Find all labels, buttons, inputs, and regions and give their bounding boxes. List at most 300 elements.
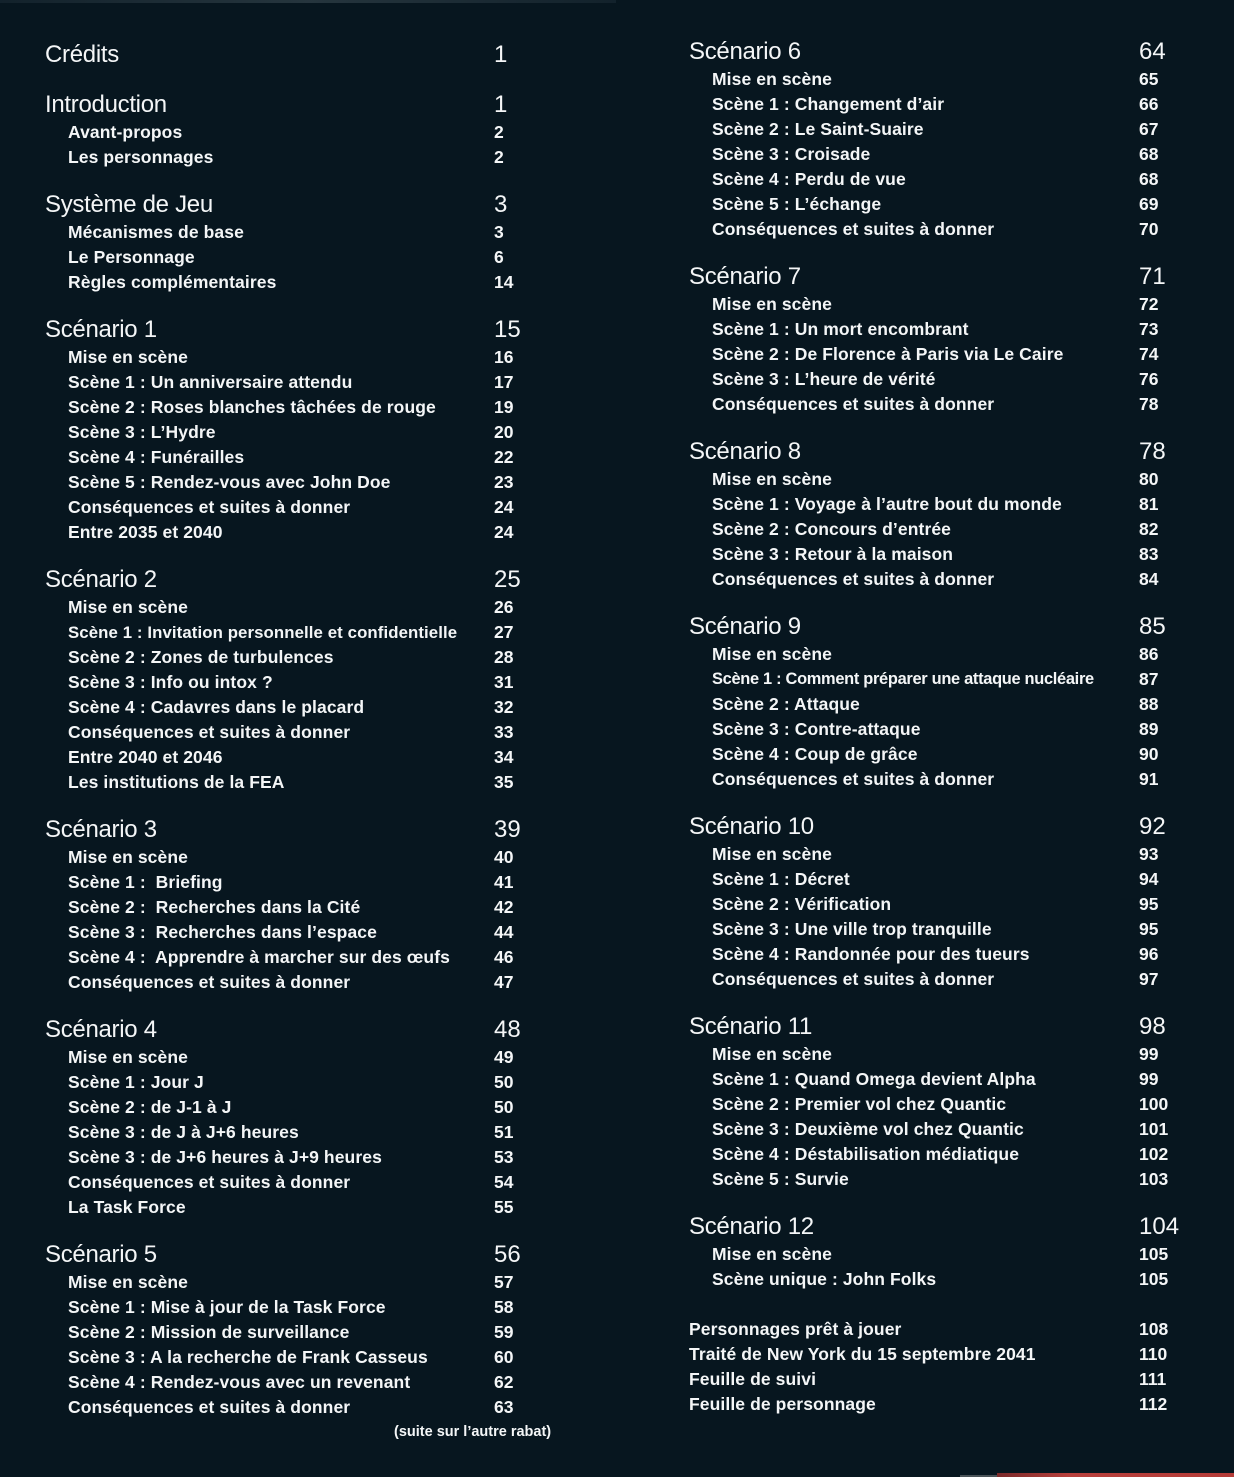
entry-label: Scène 2 : Vérification <box>712 894 892 914</box>
entry-page: 70 <box>1139 219 1159 239</box>
toc-entry[interactable] <box>689 92 1189 117</box>
toc-entry[interactable] <box>45 420 545 445</box>
entry-label: Scène 3 : de J+6 heures à J+9 heures <box>68 1147 382 1167</box>
toc-entry[interactable] <box>45 1395 545 1420</box>
toc-entry[interactable] <box>689 942 1189 967</box>
toc-entry[interactable] <box>689 1267 1189 1292</box>
toc-entry[interactable] <box>45 870 545 895</box>
toc-entry[interactable] <box>45 520 545 545</box>
entry-label: Feuille de personnage <box>689 1394 876 1414</box>
toc-entry[interactable] <box>689 392 1189 417</box>
entry-page: 2 <box>494 122 504 142</box>
entry-label: Entre 2035 et 2040 <box>68 522 223 542</box>
entry-page: 65 <box>1139 69 1159 89</box>
entry-label: Scène 4 : Perdu de vue <box>712 169 906 189</box>
toc-entry[interactable] <box>689 1242 1189 1267</box>
entry-page: 59 <box>494 1322 514 1342</box>
toc-entry[interactable] <box>45 595 545 620</box>
toc-entry[interactable] <box>689 767 1189 792</box>
entry-label: Scène 4 : Coup de grâce <box>712 744 918 764</box>
entry-label: Mise en scène <box>68 847 188 867</box>
toc-section <box>689 612 1189 792</box>
entry-page: 55 <box>494 1197 514 1217</box>
section-heading[interactable] <box>45 90 545 120</box>
section-heading[interactable] <box>45 190 545 220</box>
toc-entry[interactable] <box>689 117 1189 142</box>
toc-entry[interactable] <box>45 345 545 370</box>
entry-page: 58 <box>494 1297 514 1317</box>
entry-page: 57 <box>494 1272 514 1292</box>
top-edge-shading <box>0 0 616 3</box>
toc-entry[interactable] <box>689 717 1189 742</box>
toc-entry[interactable] <box>689 1317 1189 1342</box>
toc-entry[interactable] <box>689 1342 1189 1367</box>
toc-entry[interactable] <box>45 1170 545 1195</box>
toc-entry[interactable] <box>45 720 545 745</box>
entry-page: 76 <box>1139 369 1159 389</box>
entry-label: Conséquences et suites à donner <box>68 972 351 992</box>
toc-entry[interactable] <box>689 192 1189 217</box>
section-page: 25 <box>494 566 521 593</box>
toc-entry[interactable] <box>689 1167 1189 1192</box>
entry-page: 90 <box>1139 744 1159 764</box>
entry-page: 101 <box>1139 1119 1169 1139</box>
entry-label: Mise en scène <box>712 644 832 664</box>
section-page: 3 <box>494 191 508 218</box>
toc-section <box>45 40 545 70</box>
entry-page: 51 <box>494 1122 514 1142</box>
entry-label: Règles complémentaires <box>68 272 277 292</box>
entry-page: 14 <box>494 272 514 292</box>
entry-page: 82 <box>1139 519 1159 539</box>
toc-entry[interactable] <box>45 1070 545 1095</box>
entry-page: 34 <box>494 747 514 767</box>
section-title: Scénario 8 <box>689 438 801 465</box>
entry-page: 28 <box>494 647 514 667</box>
entry-label: Scène 3 : Info ou intox ? <box>68 672 273 692</box>
entry-page: 100 <box>1139 1094 1169 1114</box>
toc-entry[interactable] <box>689 1042 1189 1067</box>
entry-page: 74 <box>1139 344 1159 364</box>
toc-entry[interactable] <box>689 467 1189 492</box>
entry-label: Scène 4 : Randonnée pour des tueurs <box>712 944 1030 964</box>
entry-label: Mise en scène <box>712 1244 832 1264</box>
entry-label: Scène 3 : Retour à la maison <box>712 544 954 564</box>
entry-page: 2 <box>494 147 504 167</box>
section-heading[interactable] <box>689 812 1189 842</box>
accent-bar <box>997 1473 1234 1477</box>
section-title: Scénario 2 <box>45 566 157 593</box>
toc-entry[interactable] <box>689 742 1189 767</box>
toc-entry[interactable] <box>45 1295 545 1320</box>
entry-label: Scène 2 : Mission de surveillance <box>68 1322 350 1342</box>
entry-label: Scène 1 : Comment préparer une attaque nucléaire <box>712 670 1094 688</box>
section-page: 104 <box>1139 1213 1180 1240</box>
entry-label: Mise en scène <box>68 347 188 367</box>
toc-section <box>689 437 1189 592</box>
toc-entry[interactable] <box>689 917 1189 942</box>
toc-entry[interactable] <box>45 470 545 495</box>
toc-entry[interactable] <box>689 217 1189 242</box>
entry-page: 83 <box>1139 544 1159 564</box>
toc-entry[interactable] <box>45 245 545 270</box>
entry-page: 62 <box>494 1372 514 1392</box>
entry-label: Les institutions de la FEA <box>68 772 285 792</box>
toc-section <box>45 1015 545 1220</box>
entry-label: Scène 1 : Voyage à l’autre bout du monde <box>712 494 1062 514</box>
toc-entry[interactable] <box>45 670 545 695</box>
entry-label: Mise en scène <box>712 294 832 314</box>
toc-section <box>45 565 545 795</box>
entry-page: 31 <box>494 672 514 692</box>
toc-entry[interactable] <box>689 167 1189 192</box>
toc-entry[interactable] <box>689 542 1189 567</box>
entry-page: 23 <box>494 472 514 492</box>
entry-page: 41 <box>494 872 514 892</box>
section-title: Scénario 6 <box>689 38 801 65</box>
toc-entry[interactable] <box>45 745 545 770</box>
entry-label: Mise en scène <box>712 1044 832 1064</box>
entry-label: La Task Force <box>68 1197 186 1217</box>
entry-label: Conséquences et suites à donner <box>68 722 351 742</box>
toc-entry[interactable] <box>45 620 545 645</box>
entry-label: Mise en scène <box>712 69 832 89</box>
entry-label: Scène 3 : Contre-attaque <box>712 719 921 739</box>
entry-page: 53 <box>494 1147 514 1167</box>
toc-entry[interactable] <box>689 67 1189 92</box>
entry-label: Conséquences et suites à donner <box>712 394 995 414</box>
entry-page: 78 <box>1139 394 1159 414</box>
entry-label: Conséquences et suites à donner <box>712 769 995 789</box>
entry-label: Mise en scène <box>712 844 832 864</box>
toc-entry[interactable] <box>45 395 545 420</box>
entry-label: Mise en scène <box>68 1272 188 1292</box>
entry-label: Scène 5 : L’échange <box>712 194 882 214</box>
toc-section <box>45 315 545 545</box>
toc-entry[interactable] <box>45 1345 545 1370</box>
section-page: 48 <box>494 1016 521 1043</box>
section-heading[interactable] <box>45 815 545 845</box>
toc-entry[interactable] <box>45 445 545 470</box>
section-page: 71 <box>1139 263 1166 290</box>
section-heading[interactable] <box>45 1015 545 1045</box>
entry-page: 40 <box>494 847 514 867</box>
toc-entry[interactable] <box>689 1142 1189 1167</box>
entry-page: 6 <box>494 247 504 267</box>
section-title: Scénario 5 <box>45 1241 157 1268</box>
toc-entry[interactable] <box>689 1392 1189 1417</box>
section-page: 92 <box>1139 813 1166 840</box>
entry-page: 32 <box>494 697 514 717</box>
entry-page: 27 <box>494 622 514 642</box>
entry-label: Scène 4 : Rendez-vous avec un revenant <box>68 1372 411 1392</box>
entry-label: Scène 5 : Rendez-vous avec John Doe <box>68 472 391 492</box>
entry-page: 99 <box>1139 1044 1159 1064</box>
toc-entry[interactable] <box>45 1145 545 1170</box>
entry-label: Mise en scène <box>68 1047 188 1067</box>
entry-label: Scène 3 : L’heure de vérité <box>712 369 936 389</box>
toc-entry[interactable] <box>689 292 1189 317</box>
entry-label: Traité de New York du 15 septembre 2041 <box>689 1344 1036 1364</box>
toc-entry[interactable] <box>45 970 545 995</box>
entry-label: Scène 1 : Invitation personnelle et confidentielle <box>68 623 458 642</box>
entry-label: Scène 1 : Décret <box>712 869 850 889</box>
entry-page: 22 <box>494 447 514 467</box>
entry-label: Mécanismes de base <box>68 222 244 242</box>
entry-page: 44 <box>494 922 514 942</box>
section-page: 56 <box>494 1241 521 1268</box>
entry-page: 42 <box>494 897 514 917</box>
entry-page: 86 <box>1139 644 1159 664</box>
entry-page: 72 <box>1139 294 1159 314</box>
toc-entry[interactable] <box>45 945 545 970</box>
section-page: 1 <box>494 91 508 118</box>
toc-entry[interactable] <box>45 495 545 520</box>
toc-entry[interactable] <box>689 692 1189 717</box>
toc-entry[interactable] <box>689 1367 1189 1392</box>
entry-page: 24 <box>494 497 514 517</box>
toc-entry[interactable] <box>689 967 1189 992</box>
entry-page: 60 <box>494 1347 514 1367</box>
toc-entry[interactable] <box>689 892 1189 917</box>
section-title: Introduction <box>45 91 167 118</box>
entry-label: Scène 1 : Jour J <box>68 1072 204 1092</box>
toc-entry[interactable] <box>45 370 545 395</box>
entry-page: 67 <box>1139 119 1159 139</box>
entry-label: Scène 4 : Déstabilisation médiatique <box>712 1144 1020 1164</box>
entry-label: Scène 2 : Roses blanches tâchées de rouge <box>68 397 436 417</box>
section-heading[interactable] <box>689 37 1189 67</box>
toc-entry[interactable] <box>689 567 1189 592</box>
entry-page: 69 <box>1139 194 1159 214</box>
toc-entry[interactable] <box>689 517 1189 542</box>
section-heading[interactable] <box>689 1212 1189 1242</box>
toc-entry[interactable] <box>45 1270 545 1295</box>
entry-page: 17 <box>494 372 514 392</box>
entry-label: Scène unique : John Folks <box>712 1269 937 1289</box>
section-heading[interactable] <box>689 1012 1189 1042</box>
entry-page: 50 <box>494 1072 514 1092</box>
entry-page: 103 <box>1139 1169 1169 1189</box>
toc-entry[interactable] <box>689 142 1189 167</box>
entry-page: 73 <box>1139 319 1159 339</box>
entry-page: 88 <box>1139 694 1159 714</box>
entry-page: 110 <box>1139 1344 1168 1364</box>
section-heading[interactable] <box>689 612 1189 642</box>
toc-entry[interactable] <box>689 492 1189 517</box>
entry-label: Scène 1 : Briefing <box>68 872 223 892</box>
toc-entry[interactable] <box>689 342 1189 367</box>
entry-page: 112 <box>1139 1394 1168 1414</box>
entry-label: Scène 2 : Attaque <box>712 694 860 714</box>
entry-label: Scène 1 : Quand Omega devient Alpha <box>712 1069 1036 1089</box>
entry-label: Scène 3 : A la recherche de Frank Casseus <box>68 1347 428 1367</box>
section-title: Scénario 4 <box>45 1016 157 1043</box>
entry-page: 24 <box>494 522 514 542</box>
entry-label: Entre 2040 et 2046 <box>68 747 223 767</box>
entry-label: Scène 2 : Zones de turbulences <box>68 647 334 667</box>
toc-section <box>689 37 1189 242</box>
toc-entry[interactable] <box>45 845 545 870</box>
section-heading[interactable] <box>689 262 1189 292</box>
entry-label: Scène 1 : Un mort encombrant <box>712 319 969 339</box>
section-title: Scénario 1 <box>45 316 157 343</box>
entry-page: 19 <box>494 397 514 417</box>
entry-page: 99 <box>1139 1069 1159 1089</box>
entry-label: Conséquences et suites à donner <box>712 219 995 239</box>
entry-label: Scène 2 : Concours d’entrée <box>712 519 952 539</box>
toc-entry[interactable] <box>45 1120 545 1145</box>
toc-entry[interactable] <box>45 1195 545 1220</box>
entry-page: 84 <box>1139 569 1159 589</box>
toc-section <box>689 812 1189 992</box>
toc-section <box>689 262 1189 417</box>
toc-entry[interactable] <box>689 317 1189 342</box>
toc-section <box>45 1240 545 1420</box>
toc-entry[interactable] <box>689 367 1189 392</box>
entry-page: 95 <box>1139 919 1159 939</box>
entry-label: Conséquences et suites à donner <box>712 569 995 589</box>
toc-entry[interactable] <box>689 842 1189 867</box>
entry-label: Le Personnage <box>68 247 195 267</box>
section-heading[interactable] <box>45 315 545 345</box>
toc-entry[interactable] <box>689 1092 1189 1117</box>
toc-entry[interactable] <box>45 920 545 945</box>
entry-page: 50 <box>494 1097 514 1117</box>
entry-page: 81 <box>1139 494 1159 514</box>
toc-section <box>689 1212 1189 1292</box>
toc-entry[interactable] <box>45 270 545 295</box>
entry-label: Scène 4 : Funérailles <box>68 447 245 467</box>
entry-page: 35 <box>494 772 514 792</box>
entry-label: Scène 3 : Recherches dans l’espace <box>68 922 377 942</box>
entry-label: Feuille de suivi <box>689 1369 817 1389</box>
entry-page: 33 <box>494 722 514 742</box>
entry-page: 66 <box>1139 94 1159 114</box>
section-heading[interactable] <box>45 40 545 70</box>
entry-page: 49 <box>494 1047 514 1067</box>
entry-page: 97 <box>1139 969 1159 989</box>
entry-page: 46 <box>494 947 514 967</box>
toc-entry[interactable] <box>45 1370 545 1395</box>
entry-label: Conséquences et suites à donner <box>68 497 351 517</box>
entry-label: Conséquences et suites à donner <box>712 969 995 989</box>
entry-label: Scène 2 : De Florence à Paris via Le Caire <box>712 344 1064 364</box>
entry-label: Scène 4 : Apprendre à marcher sur des œufs <box>68 947 450 967</box>
entry-page: 87 <box>1139 669 1159 689</box>
section-title: Crédits <box>45 41 119 68</box>
entry-page: 80 <box>1139 469 1159 489</box>
toc-entry[interactable] <box>45 220 545 245</box>
section-page: 1 <box>494 41 508 68</box>
section-title: Scénario 7 <box>689 263 801 290</box>
entry-page: 26 <box>494 597 514 617</box>
entry-label: Scène 4 : Cadavres dans le placard <box>68 697 365 717</box>
section-title: Scénario 10 <box>689 813 814 840</box>
toc-entry[interactable] <box>45 645 545 670</box>
appendix-list <box>689 1317 1189 1417</box>
section-page: 64 <box>1139 38 1166 65</box>
section-page: 85 <box>1139 613 1166 640</box>
entry-label: Scène 3 : Deuxième vol chez Quantic <box>712 1119 1024 1139</box>
toc-section <box>45 190 545 295</box>
entry-page: 105 <box>1139 1244 1169 1264</box>
section-title: Système de Jeu <box>45 191 213 218</box>
entry-label: Scène 3 : Une ville trop tranquille <box>712 919 992 939</box>
entry-page: 68 <box>1139 144 1159 164</box>
entry-label: Conséquences et suites à donner <box>68 1172 351 1192</box>
entry-label: Scène 2 : de J-1 à J <box>68 1097 232 1117</box>
entry-page: 105 <box>1139 1269 1169 1289</box>
entry-page: 95 <box>1139 894 1159 914</box>
section-heading[interactable] <box>689 437 1189 467</box>
entry-page: 96 <box>1139 944 1159 964</box>
toc-section <box>45 90 545 170</box>
entry-page: 68 <box>1139 169 1159 189</box>
entry-label: Scène 2 : Recherches dans la Cité <box>68 897 361 917</box>
entry-label: Scène 3 : de J à J+6 heures <box>68 1122 299 1142</box>
toc-entry[interactable] <box>689 667 1189 692</box>
section-page: 15 <box>494 316 521 343</box>
entry-page: 63 <box>494 1397 514 1417</box>
entry-label: Scène 5 : Survie <box>712 1169 849 1189</box>
toc-section <box>689 1012 1189 1192</box>
entry-page: 3 <box>494 222 504 242</box>
entry-label: Scène 1 : Changement d’air <box>712 94 945 114</box>
toc-entry[interactable] <box>45 695 545 720</box>
toc-entry[interactable] <box>689 867 1189 892</box>
entry-page: 20 <box>494 422 514 442</box>
entry-page: 102 <box>1139 1144 1169 1164</box>
toc-entry[interactable] <box>45 1095 545 1120</box>
toc-entry[interactable] <box>45 895 545 920</box>
toc-section <box>45 815 545 995</box>
entry-label: Conséquences et suites à donner <box>68 1397 351 1417</box>
entry-label: Les personnages <box>68 147 214 167</box>
section-title: Scénario 12 <box>689 1213 814 1240</box>
toc-entry[interactable] <box>689 1067 1189 1092</box>
section-page: 98 <box>1139 1013 1166 1040</box>
entry-page: 91 <box>1139 769 1159 789</box>
entry-label: Scène 1 : Mise à jour de la Task Force <box>68 1297 386 1317</box>
toc-entry[interactable] <box>689 642 1189 667</box>
section-title: Scénario 11 <box>689 1013 813 1040</box>
entry-page: 47 <box>494 972 514 992</box>
entry-label: Mise en scène <box>68 597 188 617</box>
entry-page: 93 <box>1139 844 1159 864</box>
section-title: Scénario 9 <box>689 613 801 640</box>
toc-entry[interactable] <box>689 1117 1189 1142</box>
entry-label: Scène 3 : Croisade <box>712 144 871 164</box>
entry-label: Personnages prêt à jouer <box>689 1319 902 1339</box>
toc-entry[interactable] <box>45 1045 545 1070</box>
entry-label: Scène 2 : Premier vol chez Quantic <box>712 1094 1007 1114</box>
section-heading[interactable] <box>45 565 545 595</box>
entry-page: 94 <box>1139 869 1159 889</box>
entry-page: 89 <box>1139 719 1159 739</box>
toc-entry[interactable] <box>45 770 545 795</box>
toc-entry[interactable] <box>45 120 545 145</box>
entry-label: Avant-propos <box>68 122 183 142</box>
toc-entry[interactable] <box>45 1320 545 1345</box>
section-page: 78 <box>1139 438 1166 465</box>
entry-label: Scène 2 : Le Saint-Suaire <box>712 119 924 139</box>
section-heading[interactable] <box>45 1240 545 1270</box>
entry-page: 108 <box>1139 1319 1169 1339</box>
section-page: 39 <box>494 816 521 843</box>
section-title: Scénario 3 <box>45 816 157 843</box>
toc-entry[interactable] <box>45 145 545 170</box>
